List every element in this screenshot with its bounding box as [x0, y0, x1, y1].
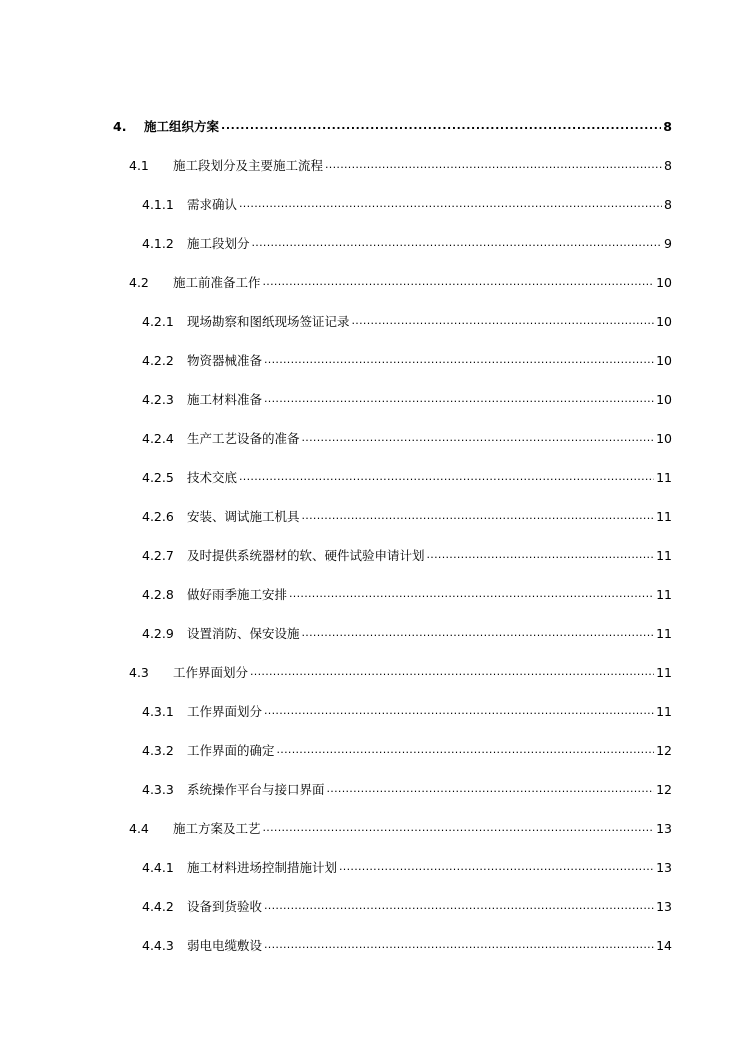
toc-entry[interactable] [142, 899, 672, 915]
toc-entry-page: 12 [656, 743, 672, 758]
toc-entry[interactable] [113, 119, 672, 135]
toc-entry-page: 11 [656, 548, 672, 563]
toc-entry-page: 13 [656, 860, 672, 875]
toc-entry-page: 12 [656, 782, 672, 797]
toc-entry-number: 4.3.2 [142, 743, 174, 758]
toc-entry-page: 8 [664, 197, 672, 212]
toc-entry[interactable] [129, 665, 672, 681]
toc-entry-number: 4.3.3 [142, 782, 174, 797]
toc-entry-number: 4.2.8 [142, 587, 174, 602]
toc-dot-leader [325, 158, 662, 170]
toc-entry-title: 弱电电缆敷设 [187, 938, 263, 953]
toc-entry-number: 4.2 [129, 275, 149, 290]
toc-entry[interactable] [129, 275, 672, 291]
toc-entry[interactable] [142, 704, 672, 720]
toc-entry-title: 现场勘察和图纸现场签证记录 [187, 314, 350, 329]
toc-entry-number: 4.4.1 [142, 860, 174, 875]
toc-entry[interactable] [142, 392, 672, 408]
toc-entry-page: 10 [656, 353, 672, 368]
toc-entry-title: 安装、调试施工机具 [187, 509, 300, 524]
toc-entry-page: 9 [664, 236, 672, 251]
toc-entry-number: 4.2.3 [142, 392, 174, 407]
toc-entry[interactable] [142, 743, 672, 759]
toc-entry[interactable] [142, 353, 672, 369]
toc-entry-page: 13 [656, 821, 672, 836]
toc-dot-leader [302, 509, 655, 521]
toc-entry[interactable] [142, 587, 672, 603]
toc-dot-leader [289, 587, 654, 599]
toc-entry-number: 4.1.2 [142, 236, 174, 251]
toc-dot-leader [327, 782, 655, 794]
toc-entry-number: 4.2.9 [142, 626, 174, 641]
toc-entry-number: 4.4.3 [142, 938, 174, 953]
toc-entry-page: 11 [656, 587, 672, 602]
toc-entry-title: 工作界面划分 [173, 665, 249, 680]
toc-dot-leader [264, 392, 654, 404]
toc-entry-title: 工作界面的确定 [187, 743, 275, 758]
toc-entry-title: 工作界面划分 [187, 704, 263, 719]
toc-entry-page: 11 [656, 665, 672, 680]
toc-entry-page: 13 [656, 899, 672, 914]
toc-dot-leader [263, 275, 655, 287]
toc-entry-title: 生产工艺设备的准备 [187, 431, 300, 446]
toc-entry[interactable] [142, 509, 672, 525]
toc-dot-leader [339, 860, 654, 872]
toc-dot-leader [239, 470, 654, 482]
toc-entry[interactable] [129, 158, 672, 174]
toc-entry-number: 4.1 [129, 158, 149, 173]
toc-entry-title: 施工材料准备 [187, 392, 263, 407]
toc-entry-title: 施工组织方案 [144, 119, 220, 134]
toc-entry-page: 10 [656, 314, 672, 329]
toc-entry[interactable] [142, 314, 672, 330]
toc-entry-number: 4.3.1 [142, 704, 174, 719]
toc-entry-number: 4.4.2 [142, 899, 174, 914]
toc-entry[interactable] [142, 431, 672, 447]
toc-entry-number: 4. [113, 119, 127, 134]
toc-entry[interactable] [142, 470, 672, 486]
toc-entry-title: 系统操作平台与接口界面 [187, 782, 325, 797]
toc-entry-number: 4.2.5 [142, 470, 174, 485]
toc-entry-number: 4.2.1 [142, 314, 174, 329]
toc-entry-number: 4.1.1 [142, 197, 174, 212]
toc-entry-title: 需求确认 [187, 197, 238, 212]
toc-entry-page: 11 [656, 626, 672, 641]
toc-entry[interactable] [142, 197, 672, 213]
toc-dot-leader [264, 899, 654, 911]
toc-entry-title: 施工前准备工作 [173, 275, 261, 290]
toc-entry-title: 设置消防、保安设施 [187, 626, 300, 641]
toc-entry-number: 4.2.7 [142, 548, 174, 563]
toc-dot-leader [252, 236, 663, 248]
toc-dot-leader [277, 743, 655, 755]
toc-entry[interactable] [142, 860, 672, 876]
toc-dot-leader [427, 548, 655, 560]
toc-entry-title: 施工方案及工艺 [173, 821, 261, 836]
toc-dot-leader [239, 197, 662, 209]
toc-entry[interactable] [142, 938, 672, 954]
toc-entry[interactable] [142, 626, 672, 642]
toc-entry-number: 4.4 [129, 821, 149, 836]
toc-entry-page: 8 [663, 119, 672, 134]
toc-entry-number: 4.3 [129, 665, 149, 680]
toc-entry-title: 物资器械准备 [187, 353, 263, 368]
toc-entry-page: 11 [656, 470, 672, 485]
toc-dot-leader [302, 626, 655, 638]
toc-entry-number: 4.2.6 [142, 509, 174, 524]
toc-entry-title: 施工段划分 [187, 236, 250, 251]
toc-entry-title: 及时提供系统器材的软、硬件试验申请计划 [187, 548, 425, 563]
toc-entry[interactable] [142, 236, 672, 252]
toc-entry-page: 11 [656, 704, 672, 719]
toc-entry-title: 做好雨季施工安排 [187, 587, 288, 602]
toc-dot-leader [221, 119, 661, 131]
toc-entry-page: 11 [656, 509, 672, 524]
toc-entry-page: 8 [664, 158, 672, 173]
toc-entry-number: 4.2.4 [142, 431, 174, 446]
toc-dot-leader [264, 353, 654, 365]
toc-entry-title: 施工段划分及主要施工流程 [173, 158, 324, 173]
toc-entry[interactable] [142, 782, 672, 798]
toc-entry-number: 4.2.2 [142, 353, 174, 368]
toc-dot-leader [352, 314, 655, 326]
toc-entry[interactable] [142, 548, 672, 564]
toc-dot-leader [264, 938, 654, 950]
toc-dot-leader [250, 665, 654, 677]
toc-entry-title: 设备到货验收 [187, 899, 263, 914]
toc-entry-title: 技术交底 [187, 470, 238, 485]
toc-entry-title: 施工材料进场控制措施计划 [187, 860, 338, 875]
toc-entry-page: 10 [656, 392, 672, 407]
toc-dot-leader [264, 704, 654, 716]
toc-dot-leader [263, 821, 655, 833]
toc-entry[interactable] [129, 821, 672, 837]
toc-entry-page: 10 [656, 431, 672, 446]
toc-entry-page: 14 [656, 938, 672, 953]
toc-entry-page: 10 [656, 275, 672, 290]
toc-dot-leader [302, 431, 655, 443]
